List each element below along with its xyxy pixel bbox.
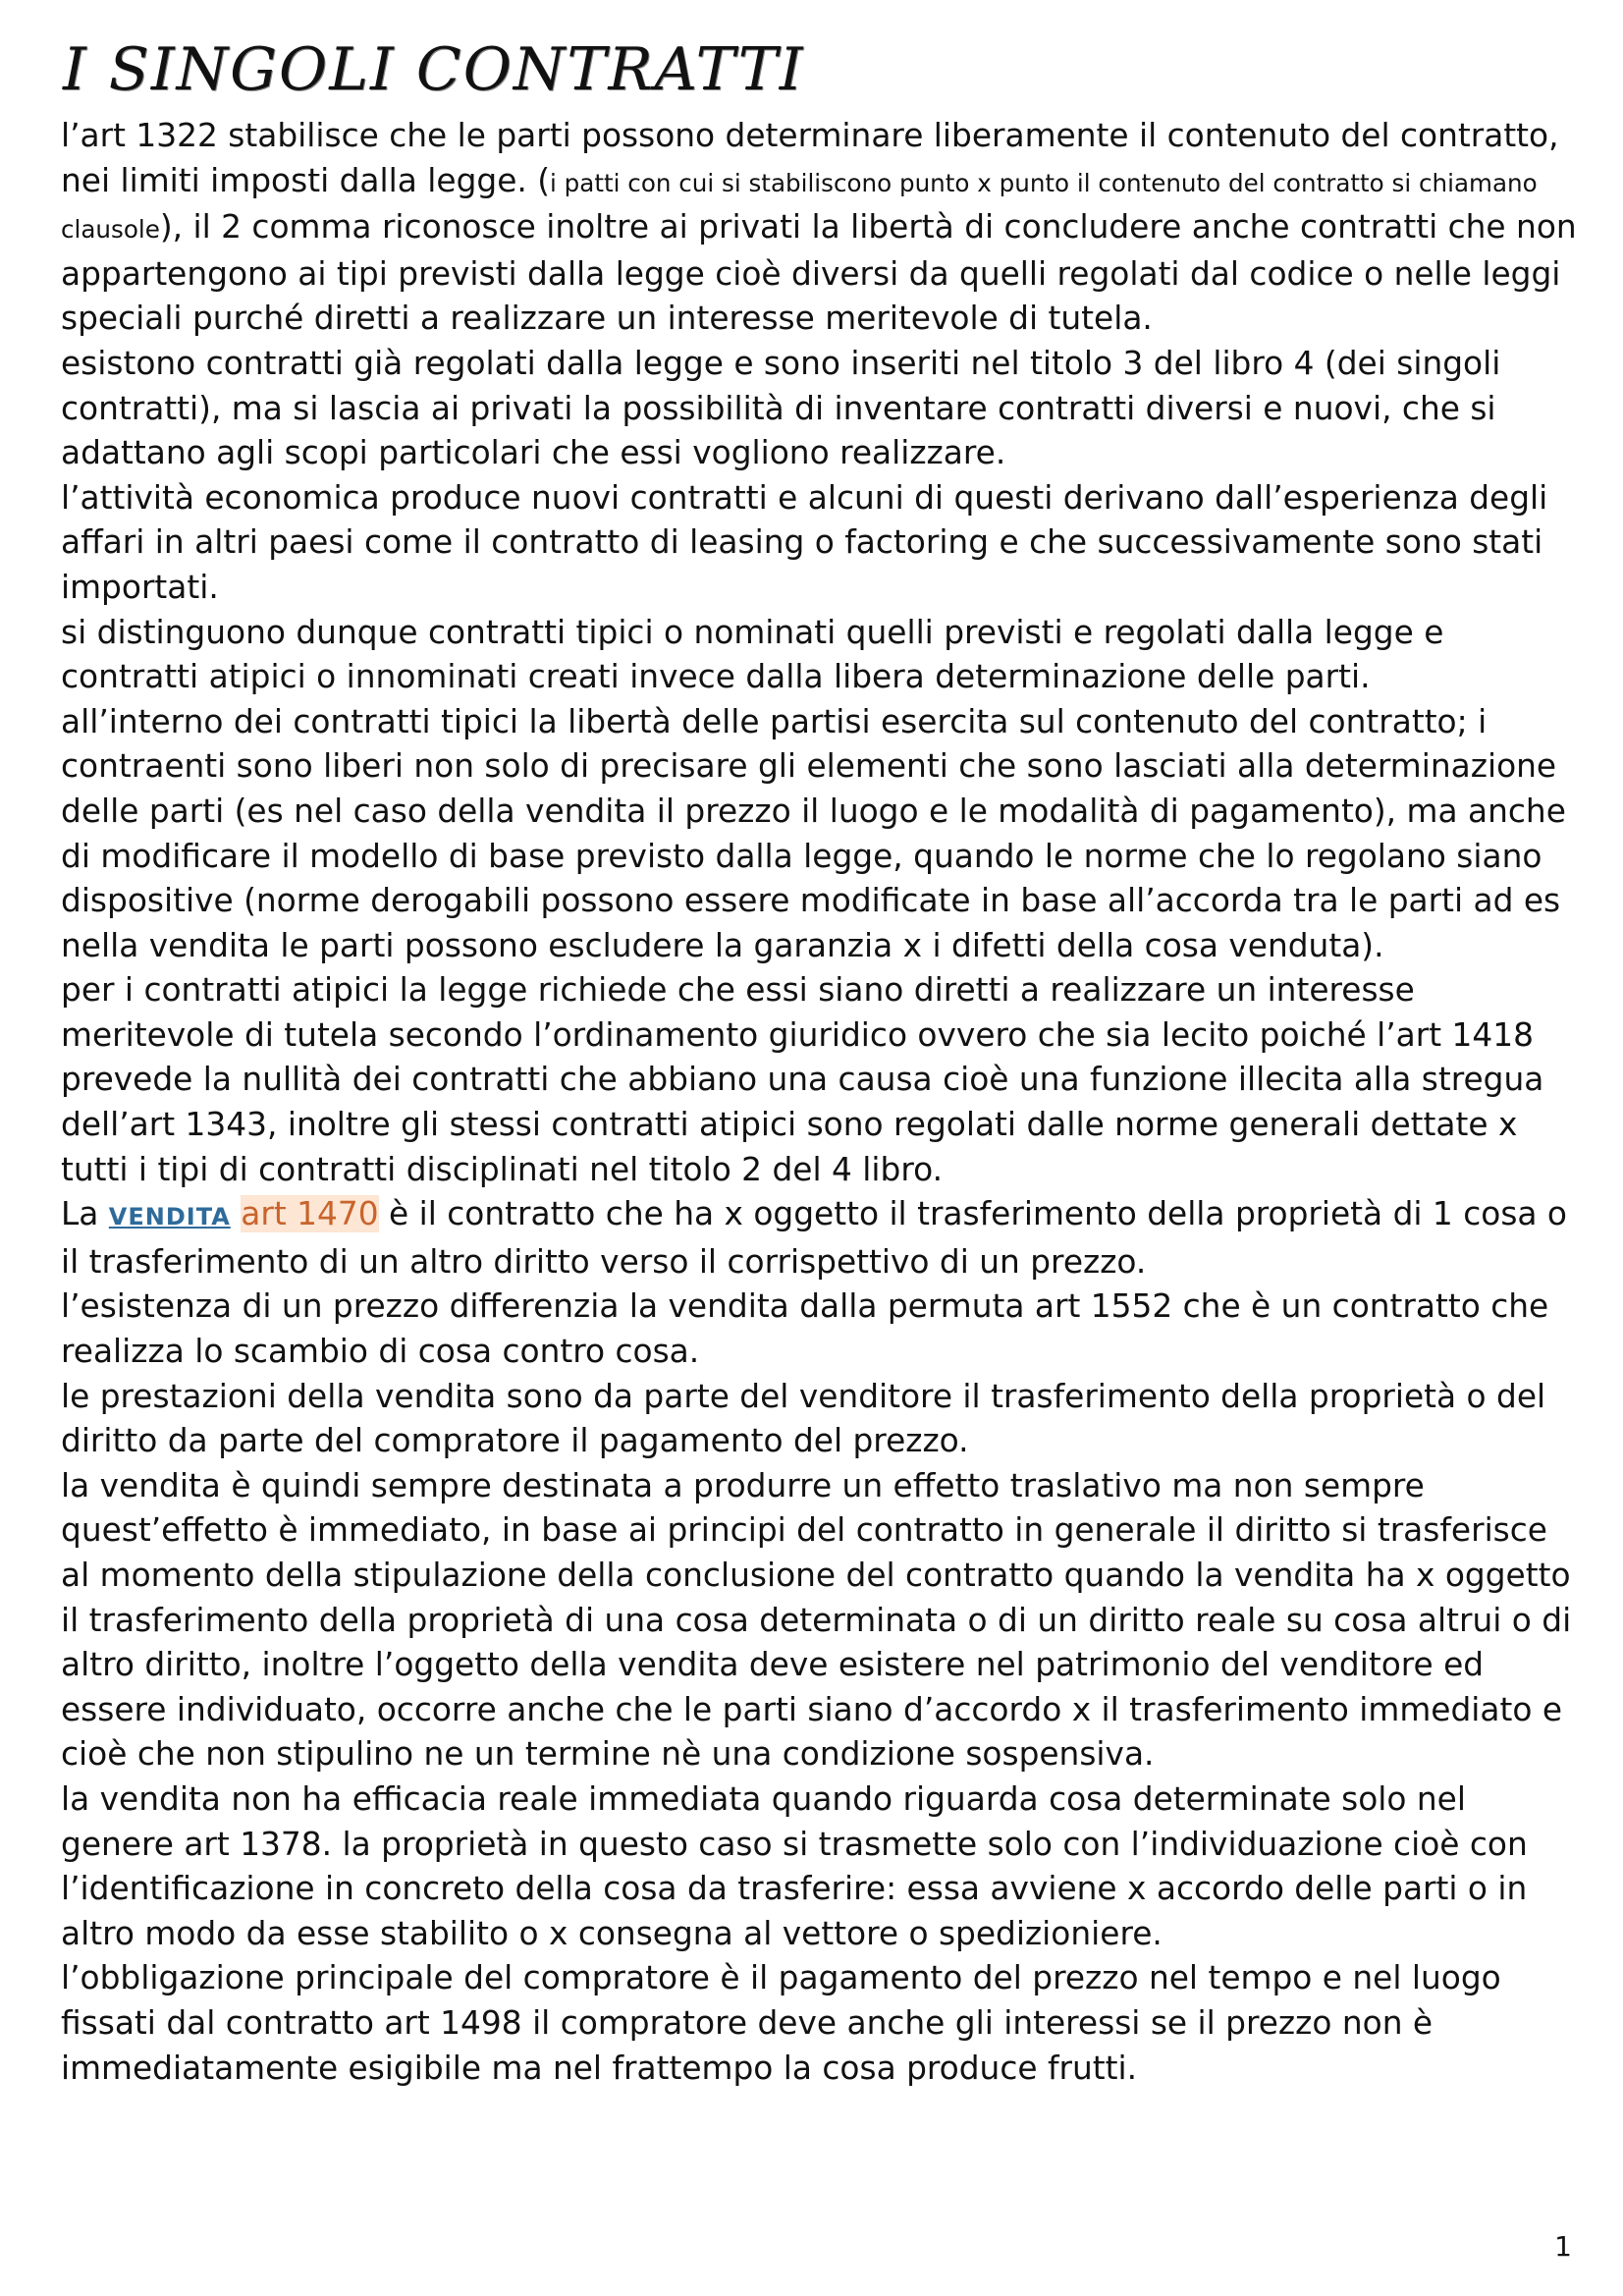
page-number: 1: [1554, 2230, 1572, 2263]
paragraph-1: [61, 114, 1578, 342]
paragraph-2: esistono contratti già regolati dalla legge e sono inseriti nel titolo 3 del libro 4 (dei singoli contratti), ma si lascia ai privati la possibilità di inventare contratti diversi e nuovi, che si adattano agli scopi particolari che essi vogliono realizzare.: [61, 344, 1501, 472]
paragraph-1-text: l’art 1322 stabilisce che le parti possono determinare liberamente il contenuto del contratto, nei limiti imposti dalla legge. (: [61, 117, 1559, 199]
highlighted-article: art 1470: [241, 1195, 379, 1233]
paragraph-7-rest: è il contratto che ha x oggetto il trasferimento della proprietà di 1 cosa o il trasferimento di un altro diritto verso il corrispettivo di un prezzo.: [61, 1195, 1567, 1281]
paragraph-1-rest: ), il 2 comma riconosce inoltre ai privati la libertà di concludere anche contratti che non appartengono ai tipi previsti dalla legge cioè diversi da quelli regolati dal codice o nelle leggi speciali purché diretti a realizzare un interesse meritevole di tutela.: [61, 208, 1577, 338]
paragraph-7-intro: La: [61, 1195, 109, 1233]
paragraph-11: la vendita non ha efficacia reale immediata quando riguarda cosa determinate solo nel genere art 1378. la proprietà in questo caso si trasmette solo con l’individuazione cioè con l’identificazione in concreto della cosa da trasferire: essa avviene x accordo delle parti o in altro modo da esse stabilito o x consegna al vettore o spedizioniere.: [61, 1779, 1528, 1952]
paragraph-3: l’attività economica produce nuovi contratti e alcuni di questi derivano dall’esperienza degli affari in altri paesi come il contratto di leasing o factoring e che successivamente sono stati importati.: [61, 478, 1548, 606]
paragraph-9: le prestazioni della vendita sono da parte del venditore il trasferimento della proprietà o del diritto da parte del compratore il pagamento del prezzo.: [61, 1377, 1546, 1460]
paragraph-10: la vendita è quindi sempre destinata a produrre un effetto traslativo ma non sempre quest’effetto è immediato, in base ai principi del contratto in generale il diritto si trasferisce al momento della stipulazione della conclusione del contratto quando la vendita ha x oggetto il trasferimento della proprietà di una cosa determinata o di un diritto reale su cosa altrui o di altro diritto, inoltre l’oggetto della vendita deve esistere nel patrimonio del venditore ed essere individuato, occorre anche che le parti siano d’accordo x il trasferimento immediato e cioè che non stipulino ne un termine nè una condizione sospensiva.: [61, 1466, 1572, 1774]
document-body: [61, 114, 1578, 2091]
paragraph-4: si distinguono dunque contratti tipici o nominati quelli previsti e regolati dalla legge e contratti atipici o innominati creati invece dalla libera determinazione delle parti.: [61, 613, 1444, 696]
vendita-heading: VENDITA: [108, 1203, 231, 1231]
clausole-note: i patti con cui si stabiliscono punto x punto il contenuto del contratto si chiamano clausole: [61, 168, 1538, 245]
page-title: I SINGOLI CONTRATTI: [63, 35, 805, 104]
paragraph-6: per i contratti atipici la legge richiede che essi siano diretti a realizzare un interesse meritevole di tutela secondo l’ordinamento giuridico ovvero che sia lecito poiché l’art 1418 prevede la nullità dei contratti che abbiano una causa cioè una funzione illecita alla stregua dell’art 1343, inoltre gli stessi contratti atipici sono regolati dalle norme generali dettate x tutti i tipi di contratti disciplinati nel titolo 2 del 4 libro.: [61, 971, 1544, 1188]
paragraph-5: all’interno dei contratti tipici la libertà delle partisi esercita sul contenuto del contratto; i contraenti sono liberi non solo di precisare gli elementi che sono lasciati alla determinazione delle parti (es nel caso della vendita il prezzo il luogo e le modalità di pagamento), ma anche di modificare il modello di base previsto dalla legge, quando le norme che lo regolano siano dispositive (norme derogabili possono essere modificate in base all’accorda tra le parti ad es nella vendita le parti possono escludere la garanzia x i difetti della cosa venduta).: [61, 702, 1566, 964]
paragraph-12: l’obbligazione principale del compratore è il pagamento del prezzo nel tempo e nel luogo fissati dal contratto art 1498 il compratore deve anche gli interessi se il prezzo non è immediatamente esigibile ma nel frattempo la cosa produce frutti.: [61, 1959, 1501, 2087]
paragraph-8: l’esistenza di un prezzo differenzia la vendita dalla permuta art 1552 che è un contratto che realizza lo scambio di cosa contro cosa.: [61, 1287, 1549, 1371]
paragraph-7: [61, 1192, 1578, 1285]
